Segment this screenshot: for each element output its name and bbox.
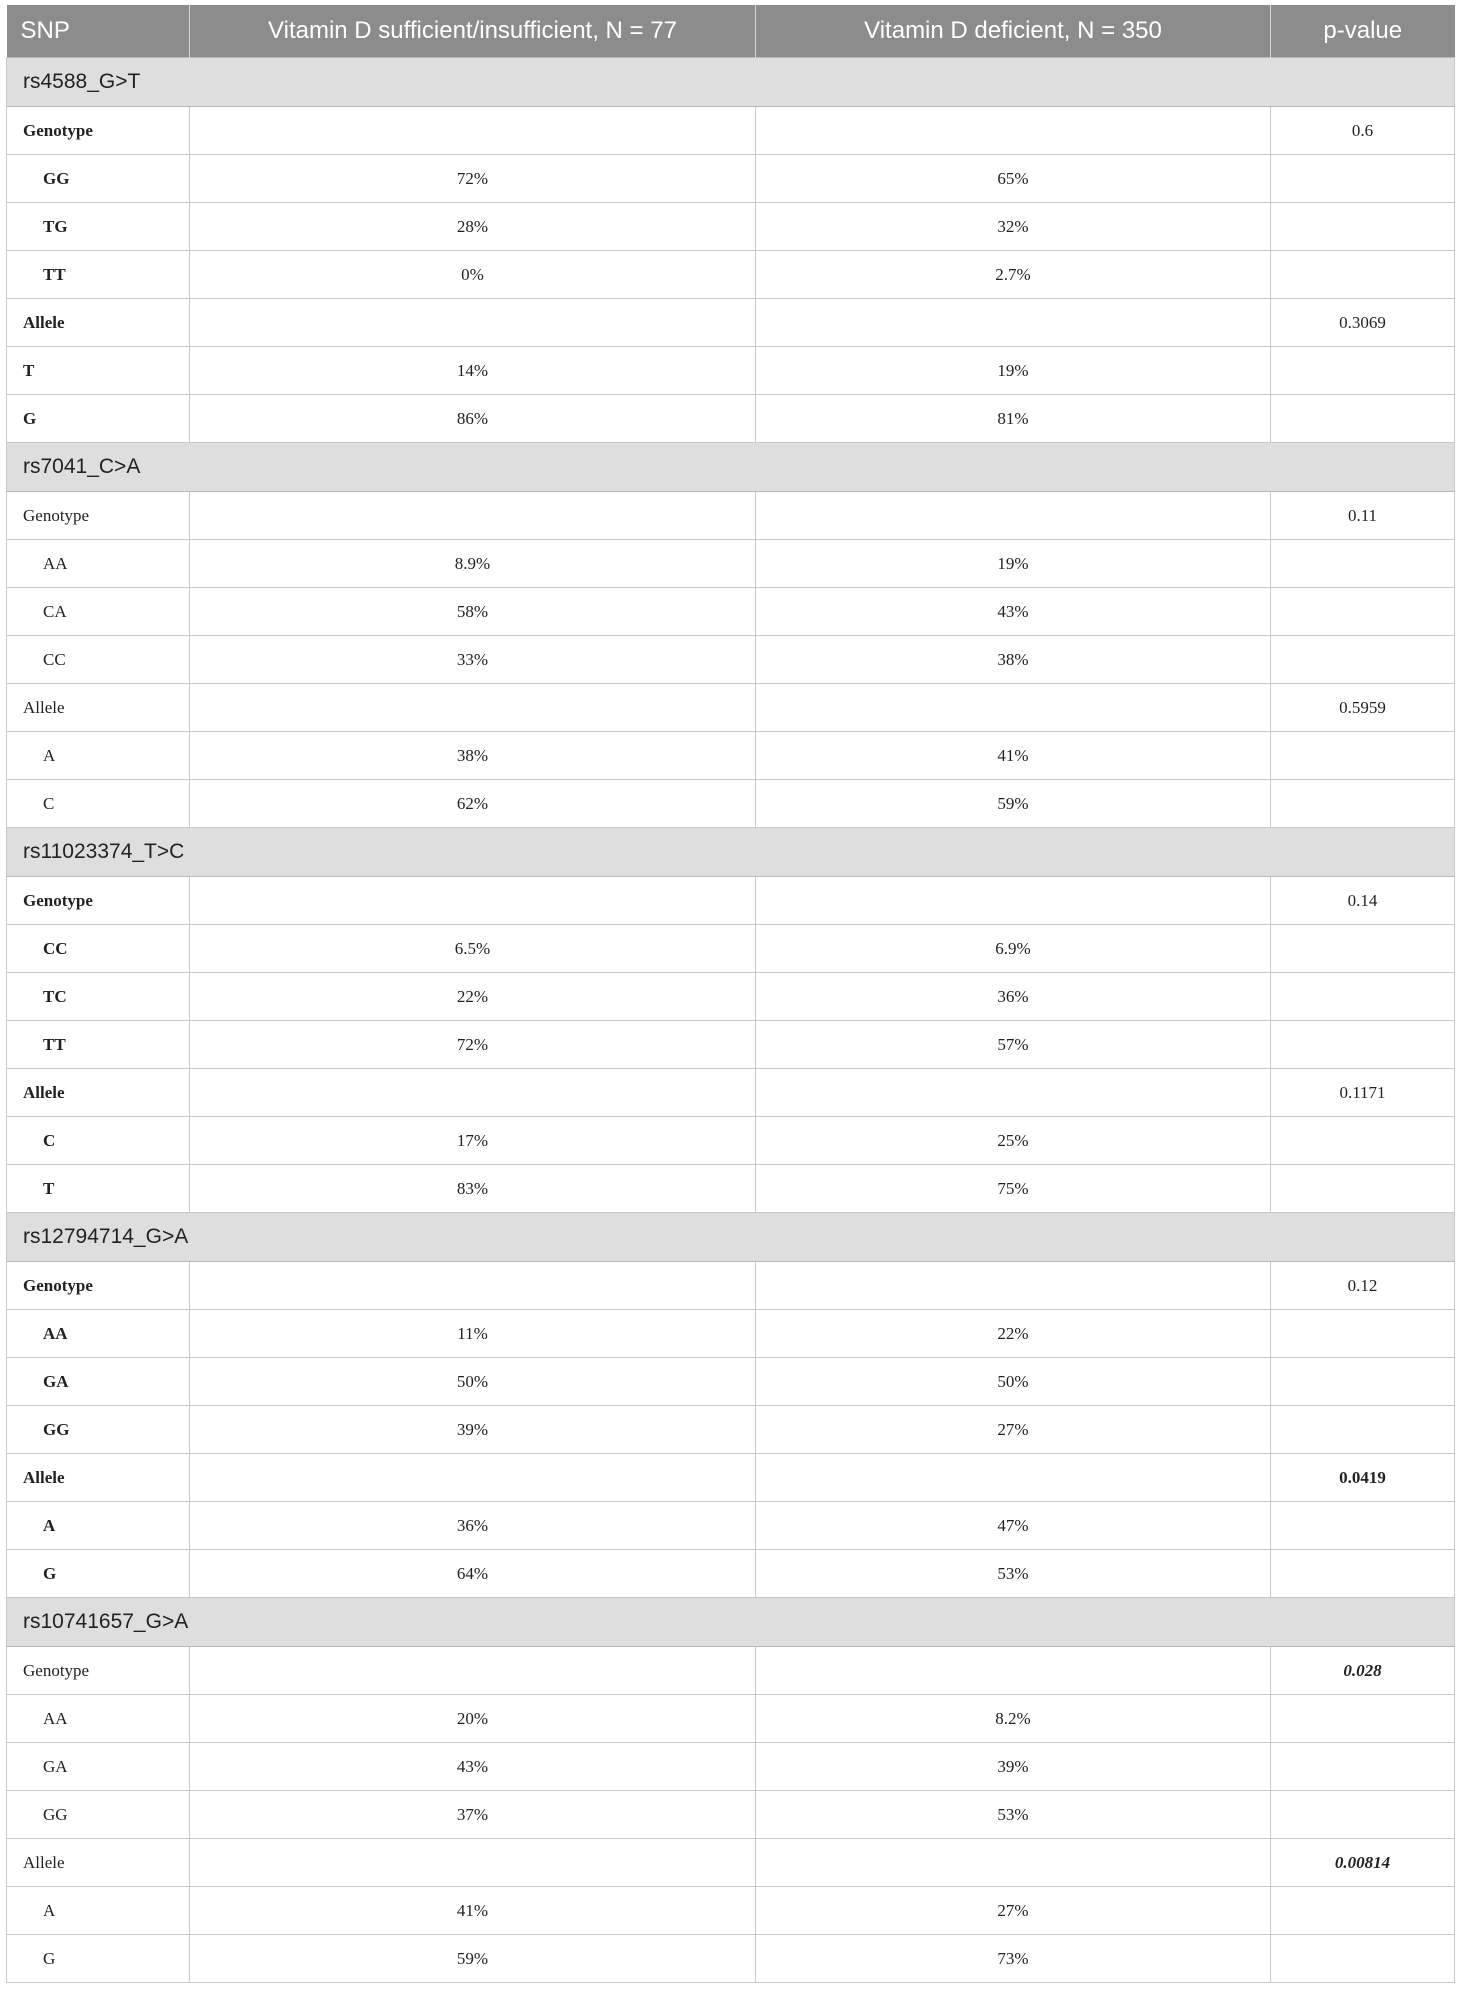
p-value: 0.0419 — [1271, 1454, 1455, 1502]
cell-deficient: 2.7% — [756, 251, 1271, 299]
row-label: G — [7, 1935, 190, 1983]
table-row — [7, 636, 1455, 684]
allele-row — [7, 684, 1455, 732]
snp-table — [6, 5, 1455, 1983]
cell-sufficient: 17% — [190, 1117, 756, 1165]
allele-row — [7, 1069, 1455, 1117]
cell-deficient: 75% — [756, 1165, 1271, 1213]
snp-name: rs4588_G>T — [7, 58, 1455, 107]
snp-name: rs12794714_G>A — [7, 1213, 1455, 1262]
table-row — [7, 1310, 1455, 1358]
snp-group-row — [7, 443, 1455, 492]
row-label: GG — [7, 1406, 190, 1454]
row-label: GG — [7, 155, 190, 203]
row-label: C — [7, 780, 190, 828]
cell-deficient: 39% — [756, 1743, 1271, 1791]
row-label: Genotype — [7, 1647, 190, 1695]
cell-sufficient: 59% — [190, 1935, 756, 1983]
table-row — [7, 1117, 1455, 1165]
row-label: G — [7, 395, 190, 443]
cell-sufficient: 41% — [190, 1887, 756, 1935]
row-label: T — [7, 1165, 190, 1213]
table-row — [7, 588, 1455, 636]
row-label: TT — [7, 251, 190, 299]
cell-sufficient: 50% — [190, 1358, 756, 1406]
row-label: C — [7, 1117, 190, 1165]
snp-group-row — [7, 828, 1455, 877]
table-row — [7, 1502, 1455, 1550]
row-label: Allele — [7, 1839, 190, 1887]
table-row — [7, 1358, 1455, 1406]
p-value: 0.12 — [1271, 1262, 1455, 1310]
table-row — [7, 925, 1455, 973]
header-deficient: Vitamin D deficient, N = 350 — [756, 5, 1271, 58]
p-value: 0.6 — [1271, 107, 1455, 155]
genotype-row — [7, 1647, 1455, 1695]
cell-sufficient: 20% — [190, 1695, 756, 1743]
table-row — [7, 1165, 1455, 1213]
p-value: 0.00814 — [1271, 1839, 1455, 1887]
row-label: A — [7, 1887, 190, 1935]
header-sufficient: Vitamin D sufficient/insufficient, N = 77 — [190, 5, 756, 58]
cell-deficient: 43% — [756, 588, 1271, 636]
allele-row — [7, 1839, 1455, 1887]
table-row — [7, 1550, 1455, 1598]
genotype-row — [7, 107, 1455, 155]
cell-sufficient: 37% — [190, 1791, 756, 1839]
header-p-value: p-value — [1271, 5, 1455, 58]
cell-deficient: 47% — [756, 1502, 1271, 1550]
row-label: AA — [7, 1695, 190, 1743]
genotype-row — [7, 877, 1455, 925]
cell-sufficient: 62% — [190, 780, 756, 828]
table-row — [7, 1935, 1455, 1983]
row-label: Genotype — [7, 877, 190, 925]
table-row — [7, 251, 1455, 299]
row-label: Genotype — [7, 1262, 190, 1310]
snp-group-row — [7, 1213, 1455, 1262]
cell-deficient: 19% — [756, 540, 1271, 588]
table-row — [7, 1743, 1455, 1791]
row-label: GA — [7, 1743, 190, 1791]
cell-sufficient: 0% — [190, 251, 756, 299]
cell-deficient: 19% — [756, 347, 1271, 395]
table-row — [7, 780, 1455, 828]
row-label: Allele — [7, 1069, 190, 1117]
row-label: CC — [7, 636, 190, 684]
table-row — [7, 1791, 1455, 1839]
cell-deficient: 27% — [756, 1887, 1271, 1935]
row-label: Genotype — [7, 107, 190, 155]
allele-row — [7, 299, 1455, 347]
cell-deficient: 22% — [756, 1310, 1271, 1358]
row-label: TT — [7, 1021, 190, 1069]
header-snp: SNP — [7, 5, 190, 58]
genotype-row — [7, 1262, 1455, 1310]
table-row — [7, 1021, 1455, 1069]
cell-deficient: 59% — [756, 780, 1271, 828]
row-label: TG — [7, 203, 190, 251]
row-label: Allele — [7, 1454, 190, 1502]
row-label: CC — [7, 925, 190, 973]
cell-deficient: 50% — [756, 1358, 1271, 1406]
cell-sufficient: 39% — [190, 1406, 756, 1454]
cell-sufficient: 72% — [190, 155, 756, 203]
table-row — [7, 540, 1455, 588]
snp-name: rs11023374_T>C — [7, 828, 1455, 877]
cell-sufficient: 72% — [190, 1021, 756, 1069]
snp-group-row — [7, 58, 1455, 107]
p-value: 0.3069 — [1271, 299, 1455, 347]
cell-sufficient: 33% — [190, 636, 756, 684]
p-value: 0.028 — [1271, 1647, 1455, 1695]
cell-deficient: 36% — [756, 973, 1271, 1021]
cell-sufficient: 83% — [190, 1165, 756, 1213]
row-label: GG — [7, 1791, 190, 1839]
cell-sufficient: 14% — [190, 347, 756, 395]
cell-sufficient: 22% — [190, 973, 756, 1021]
snp-name: rs7041_C>A — [7, 443, 1455, 492]
cell-deficient: 53% — [756, 1791, 1271, 1839]
row-label: Genotype — [7, 492, 190, 540]
table-row — [7, 347, 1455, 395]
genotype-row — [7, 492, 1455, 540]
cell-deficient: 41% — [756, 732, 1271, 780]
row-label: AA — [7, 540, 190, 588]
cell-sufficient: 28% — [190, 203, 756, 251]
table-row — [7, 973, 1455, 1021]
cell-deficient: 6.9% — [756, 925, 1271, 973]
p-value: 0.14 — [1271, 877, 1455, 925]
p-value: 0.5959 — [1271, 684, 1455, 732]
cell-deficient: 32% — [756, 203, 1271, 251]
row-label: A — [7, 732, 190, 780]
row-label: Allele — [7, 684, 190, 732]
row-label: GA — [7, 1358, 190, 1406]
cell-sufficient: 38% — [190, 732, 756, 780]
table-row — [7, 1887, 1455, 1935]
cell-deficient: 27% — [756, 1406, 1271, 1454]
cell-deficient: 25% — [756, 1117, 1271, 1165]
p-value: 0.11 — [1271, 492, 1455, 540]
cell-deficient: 38% — [756, 636, 1271, 684]
cell-sufficient: 8.9% — [190, 540, 756, 588]
row-label: Allele — [7, 299, 190, 347]
row-label: A — [7, 1502, 190, 1550]
cell-deficient: 8.2% — [756, 1695, 1271, 1743]
p-value: 0.1171 — [1271, 1069, 1455, 1117]
table-row — [7, 732, 1455, 780]
row-label: G — [7, 1550, 190, 1598]
cell-sufficient: 64% — [190, 1550, 756, 1598]
table-row — [7, 1695, 1455, 1743]
snp-group-row — [7, 1598, 1455, 1647]
cell-sufficient: 43% — [190, 1743, 756, 1791]
allele-row — [7, 1454, 1455, 1502]
row-label: AA — [7, 1310, 190, 1358]
cell-sufficient: 58% — [190, 588, 756, 636]
table-row — [7, 395, 1455, 443]
row-label: TC — [7, 973, 190, 1021]
cell-sufficient: 6.5% — [190, 925, 756, 973]
cell-sufficient: 86% — [190, 395, 756, 443]
cell-sufficient: 36% — [190, 1502, 756, 1550]
table-row — [7, 203, 1455, 251]
table-row — [7, 1406, 1455, 1454]
cell-sufficient: 11% — [190, 1310, 756, 1358]
header-row — [7, 5, 1455, 58]
snp-name: rs10741657_G>A — [7, 1598, 1455, 1647]
cell-deficient: 81% — [756, 395, 1271, 443]
table-row — [7, 155, 1455, 203]
cell-deficient: 57% — [756, 1021, 1271, 1069]
cell-deficient: 73% — [756, 1935, 1271, 1983]
row-label: CA — [7, 588, 190, 636]
cell-deficient: 53% — [756, 1550, 1271, 1598]
row-label: T — [7, 347, 190, 395]
cell-deficient: 65% — [756, 155, 1271, 203]
